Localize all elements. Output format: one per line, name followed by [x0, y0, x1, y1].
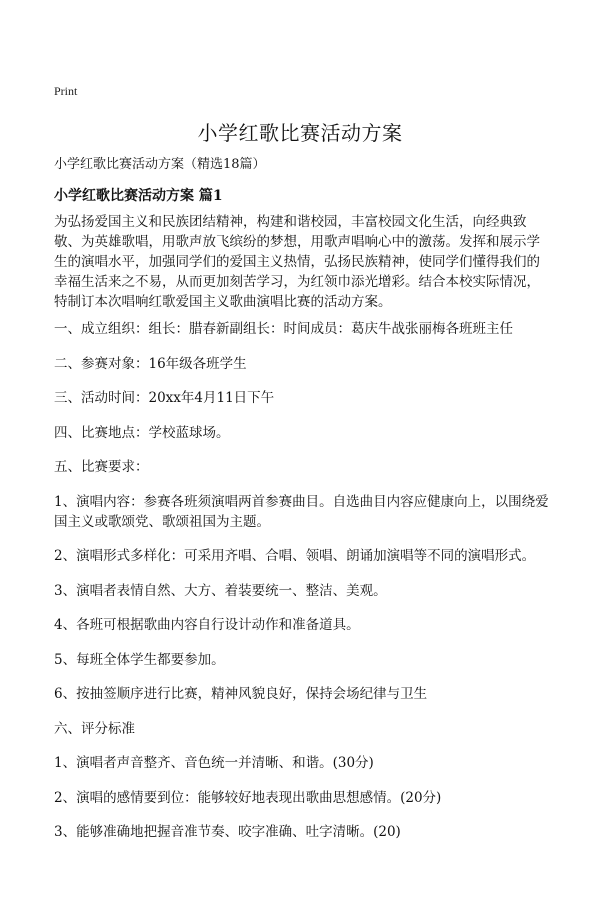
plan-item: 2、演唱的感情要到位：能够较好地表现出歌曲思想感情。(20分)	[54, 789, 442, 806]
document-title: 小学红歌比赛活动方案	[197, 121, 403, 145]
print-label[interactable]: Print	[54, 84, 78, 98]
plan-item: 5、每班全体学生都要参加。	[54, 651, 225, 668]
document-subtitle: 小学红歌比赛活动方案（精选18篇）	[54, 157, 266, 172]
plan-item: 五、比赛要求：	[54, 459, 149, 475]
plan-item: 4、各班可根据歌曲内容自行设计动作和准备道具。	[54, 617, 360, 633]
plan-items-list	[54, 319, 554, 857]
section-heading: 小学红歌比赛活动方案 篇1	[54, 188, 223, 204]
plan-item: 一、成立组织：组长：腊春新副组长：时间成员：葛庆牛战张丽梅各班班主任	[54, 321, 513, 337]
plan-item: 3、能够准确地把握音准节奏、咬字准确、吐字清晰。(20)	[54, 824, 401, 840]
plan-item: 1、演唱者声音整齐、音色统一并清晰、和谐。(30分)	[54, 755, 374, 771]
plan-item: 四、比赛地点：学校蓝球场。	[54, 424, 230, 441]
plan-item: 3、演唱者表情自然、大方、着装要统一、整洁、美观。	[54, 582, 387, 599]
plan-item: 2、演唱形式多样化：可采用齐唱、合唱、领唱、朗诵加演唱等不同的演唱形式。	[54, 548, 536, 564]
plan-item: 三、活动时间：20xx年4月11日下午	[54, 390, 275, 406]
plan-item: 6、按抽签顺序进行比赛，精神风貌良好，保持会场纪律与卫生	[54, 686, 428, 702]
intro-paragraph: 为弘扬爱国主义和民族团结精神，构建和谐校园，丰富校园文化生活，向经典致敬、为英雄歌唱，用歌声放飞缤纷的梦想，用歌声唱响心中的激荡。发挥和展示学生的演唱水平，加强同学们的爱国主义热情，弘扬民族精神，使同学们懂得我们的幸福生活来之不易，从而更加刻苦学习，为红领巾添光增彩。结合本校实际情况，特制订本次唱响红歌爱国主义歌曲演唱比赛的活动方案。	[54, 214, 540, 310]
plan-item: 1、演唱内容：参赛各班须演唱两首参赛曲目。自选曲目内容应健康向上，以围绕爱国主义或歌颂党、歌颂祖国为主题。	[54, 493, 549, 530]
plan-item: 六、评分标准	[54, 720, 135, 737]
plan-item: 二、参赛对象：16年级各班学生	[54, 355, 247, 372]
